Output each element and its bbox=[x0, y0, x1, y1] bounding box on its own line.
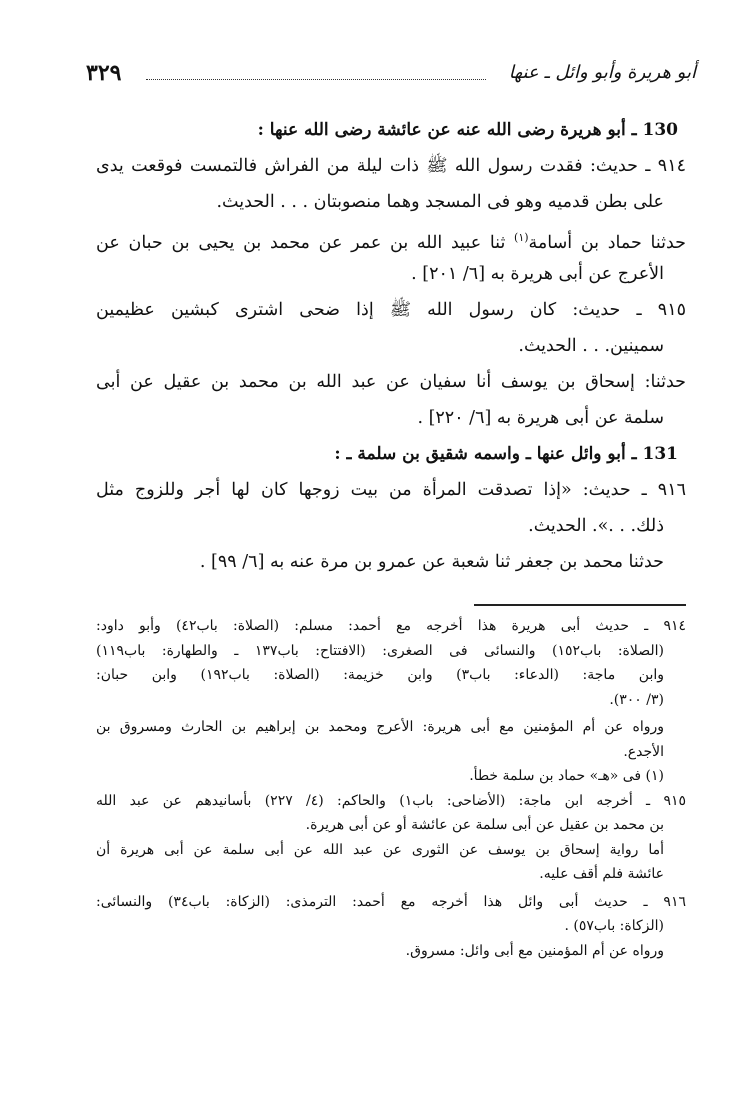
note-914-line-4: (٣/ ٣٠٠). bbox=[609, 691, 664, 708]
hadith-916-line-1: ٩١٦ ـ حديث: «إذا تصدقت المرأة من بيت زوجها كان لها أجر وللزوج مثل bbox=[96, 480, 686, 500]
note-916-line-1: ٩١٦ ـ حديث أبى وائل هذا أخرجه مع أحمد: الترمذى: (الزكاة: باب٣٤) والنسائى: bbox=[96, 893, 686, 910]
hadith-914-line-1: ٩١٤ ـ حديث: فقدت رسول الله ﷺ ذات ليلة من الفراش فالتمست فوقعت يدى bbox=[96, 156, 686, 176]
note-915-line-4: عائشة فلم أقف عليه. bbox=[539, 866, 664, 882]
footnotes bbox=[96, 614, 686, 963]
hadith-916-isnad-1: حدثنا محمد بن جعفر ثنا شعبة عن عمرو بن مرة عنه به [٦/ ٩٩] . bbox=[199, 552, 664, 572]
section-130-heading: 130 ـ أبو هريرة رضى الله عنه عن عائشة رضى الله عنها : bbox=[257, 120, 678, 140]
isnad-text-rest: ثنا عبيد الله بن عمر عن محمد بن يحيى بن حبان عن bbox=[96, 233, 515, 253]
hadith-915-line-2: سمينين. . . الحديث. bbox=[518, 336, 664, 356]
running-header bbox=[86, 62, 696, 92]
footnote-divider bbox=[474, 604, 686, 606]
note-916-line-3: ورواه عن أم المؤمنين مع أبى وائل: مسروق. bbox=[405, 942, 664, 959]
section-131-heading: 131 ـ أبو وائل عنها ـ واسمه شقيق بن سلمة ـ : bbox=[334, 444, 678, 464]
footnote-1: (١) فى «هـ» حماد بن سلمة خطأ. bbox=[469, 768, 664, 784]
note-914-line-6: الأجدع. bbox=[623, 743, 664, 760]
note-915-line-1: ٩١٥ ـ أخرجه ابن ماجة: (الأضاحى: باب١) والحاكم: (٤/ ٢٢٧) بأسانيدهم عن عبد الله bbox=[96, 792, 687, 809]
main-text bbox=[96, 112, 686, 580]
hadith-914-line-2: على بطن قدميه وهو فى المسجد وهما منصوبتان . . . الحديث. bbox=[216, 192, 664, 212]
note-915-line-2: بن محمد بن عقيل عن أبى سلمة عن عائشة أو عن أبى هريرة. bbox=[305, 817, 664, 833]
page-number: ٣٢٩ bbox=[86, 60, 122, 86]
note-916-line-2: (الزكاة: باب٥٧) . bbox=[564, 918, 664, 934]
footnote-marker: (١) bbox=[514, 231, 529, 244]
running-title: أبو هريرة وأبو وائل ـ عنها bbox=[508, 62, 696, 83]
hadith-914-isnad-1 bbox=[96, 220, 686, 256]
header-dotted-rule bbox=[146, 79, 486, 80]
note-914-line-1: ٩١٤ ـ حديث أبى هريرة هذا أخرجه مع أحمد: مسلم: (الصلاة: باب٤٢) وأبو داود: bbox=[96, 618, 686, 634]
isnad-text: حدثنا حماد بن أسامة bbox=[528, 233, 686, 253]
note-915-line-3: أما رواية إسحاق بن يوسف عن الثورى عن عبد الله عن أبى سلمة عن أبى هريرة أن bbox=[96, 841, 664, 858]
hadith-915-isnad-1: حدثنا: إسحاق بن يوسف أنا سفيان عن عبد الله بن محمد بن عقيل عن أبى bbox=[96, 372, 686, 392]
hadith-915-isnad-2: سلمة عن أبى هريرة به [٦/ ٢٢٠] . bbox=[417, 408, 664, 428]
hadith-915-line-1: ٩١٥ ـ حديث: كان رسول الله ﷺ إذا ضحى اشترى كبشين عظيمين bbox=[96, 300, 686, 320]
note-914-line-5: ورواه عن أم المؤمنين مع أبى هريرة: الأعرج ومحمد بن إبراهيم بن الحارث ومسروق بن bbox=[96, 719, 664, 735]
hadith-916-line-2: ذلك. . .». الحديث. bbox=[528, 516, 664, 536]
note-914-line-2: (الصلاة: باب١٥٢) والنسائى فى الصغرى: (الافتتاح: باب١٣٧ ـ والطهارة: باب١١٩) bbox=[96, 642, 664, 659]
note-914-line-3: وابن ماجة: (الدعاء: باب٣) وابن خزيمة: (الصلاة: باب١٩٢) وابن حبان: bbox=[96, 667, 664, 683]
hadith-914-isnad-2: الأعرج عن أبى هريرة به [٦/ ٢٠١] . bbox=[411, 264, 664, 284]
